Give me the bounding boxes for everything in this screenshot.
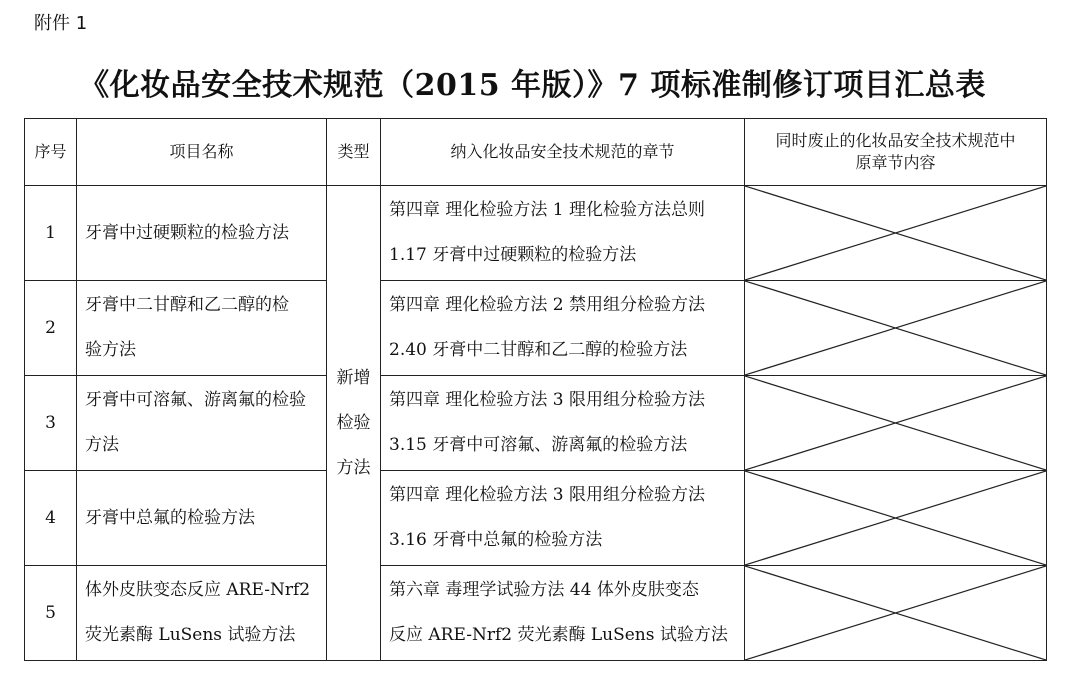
- project-name-line: 验方法: [85, 340, 136, 360]
- included-section-line: 第四章 理化检验方法 3 限用组分检验方法: [389, 390, 706, 410]
- table-body: [25, 186, 1047, 661]
- header-abolished-line2: 原章节内容: [855, 153, 936, 172]
- summary-table-container: [24, 118, 1046, 667]
- project-name-line: 牙膏中二甘醇和乙二醇的检: [85, 295, 289, 315]
- row-number: 4: [25, 471, 77, 566]
- project-type: [327, 186, 381, 661]
- document-title: 《化妆品安全技术规范（2015 年版）》7 项标准制修订项目汇总表: [79, 68, 986, 103]
- included-section-line: 第六章 毒理学试验方法 44 体外皮肤变态: [389, 580, 699, 600]
- header-abolished: [745, 119, 1047, 186]
- table-row: [25, 376, 1047, 471]
- project-type-line: 方法: [336, 457, 371, 478]
- project-type-line: 新增: [336, 367, 371, 388]
- project-name-line: 方法: [85, 435, 119, 455]
- cross-out-mark: [745, 471, 1046, 565]
- project-name-line: 牙膏中过硬颗粒的检验方法: [85, 222, 289, 243]
- header-type: 类型: [327, 119, 381, 186]
- included-section: [381, 471, 745, 566]
- table-row: [25, 566, 1047, 661]
- included-section: [381, 566, 745, 661]
- project-name-line: 牙膏中可溶氟、游离氟的检验: [85, 390, 306, 410]
- included-section: [381, 186, 745, 281]
- cross-out-mark: [745, 186, 1046, 280]
- summary-table: [24, 118, 1047, 661]
- header-section: 纳入化妆品安全技术规范的章节: [381, 119, 745, 186]
- attachment-label: 附件 1: [34, 13, 88, 34]
- included-section: [381, 376, 745, 471]
- included-section: [381, 281, 745, 376]
- row-number: 3: [25, 376, 77, 471]
- included-section-line: 反应 ARE-Nrf2 荧光素酶 LuSens 试验方法: [389, 625, 728, 645]
- header-row: [25, 119, 1047, 186]
- project-name-line: 牙膏中总氟的检验方法: [85, 507, 255, 528]
- included-section-line: 3.15 牙膏中可溶氟、游离氟的检验方法: [389, 435, 688, 455]
- project-name: [77, 376, 327, 471]
- row-number: 5: [25, 566, 77, 661]
- project-name: [77, 281, 327, 376]
- table-row: [25, 281, 1047, 376]
- header-abolished-line1: 同时废止的化妆品安全技术规范中: [775, 131, 1016, 150]
- project-name: [77, 566, 327, 661]
- project-name-line: 体外皮肤变态反应 ARE-Nrf2: [85, 580, 311, 600]
- abolished-content-empty: [745, 281, 1047, 376]
- table-row: [25, 186, 1047, 281]
- header-num: 序号: [25, 119, 77, 186]
- project-type-line: 检验: [336, 412, 371, 433]
- abolished-content-empty: [745, 186, 1047, 281]
- project-name: [77, 186, 327, 281]
- project-name-line: 荧光素酶 LuSens 试验方法: [85, 625, 296, 645]
- included-section-line: 1.17 牙膏中过硬颗粒的检验方法: [389, 245, 637, 265]
- header-name: 项目名称: [77, 119, 327, 186]
- cross-out-mark: [745, 281, 1046, 375]
- cross-out-mark: [745, 566, 1046, 660]
- abolished-content-empty: [745, 376, 1047, 471]
- included-section-line: 2.40 牙膏中二甘醇和乙二醇的检验方法: [389, 340, 688, 360]
- cross-out-mark: [745, 376, 1046, 470]
- row-number: 2: [25, 281, 77, 376]
- project-name: [77, 471, 327, 566]
- table-row: [25, 471, 1047, 566]
- included-section-line: 3.16 牙膏中总氟的检验方法: [389, 530, 603, 550]
- abolished-content-empty: [745, 566, 1047, 661]
- included-section-line: 第四章 理化检验方法 3 限用组分检验方法: [389, 485, 706, 505]
- row-number: 1: [25, 186, 77, 281]
- included-section-line: 第四章 理化检验方法 2 禁用组分检验方法: [389, 295, 706, 315]
- included-section-line: 第四章 理化检验方法 1 理化检验方法总则: [389, 200, 706, 220]
- abolished-content-empty: [745, 471, 1047, 566]
